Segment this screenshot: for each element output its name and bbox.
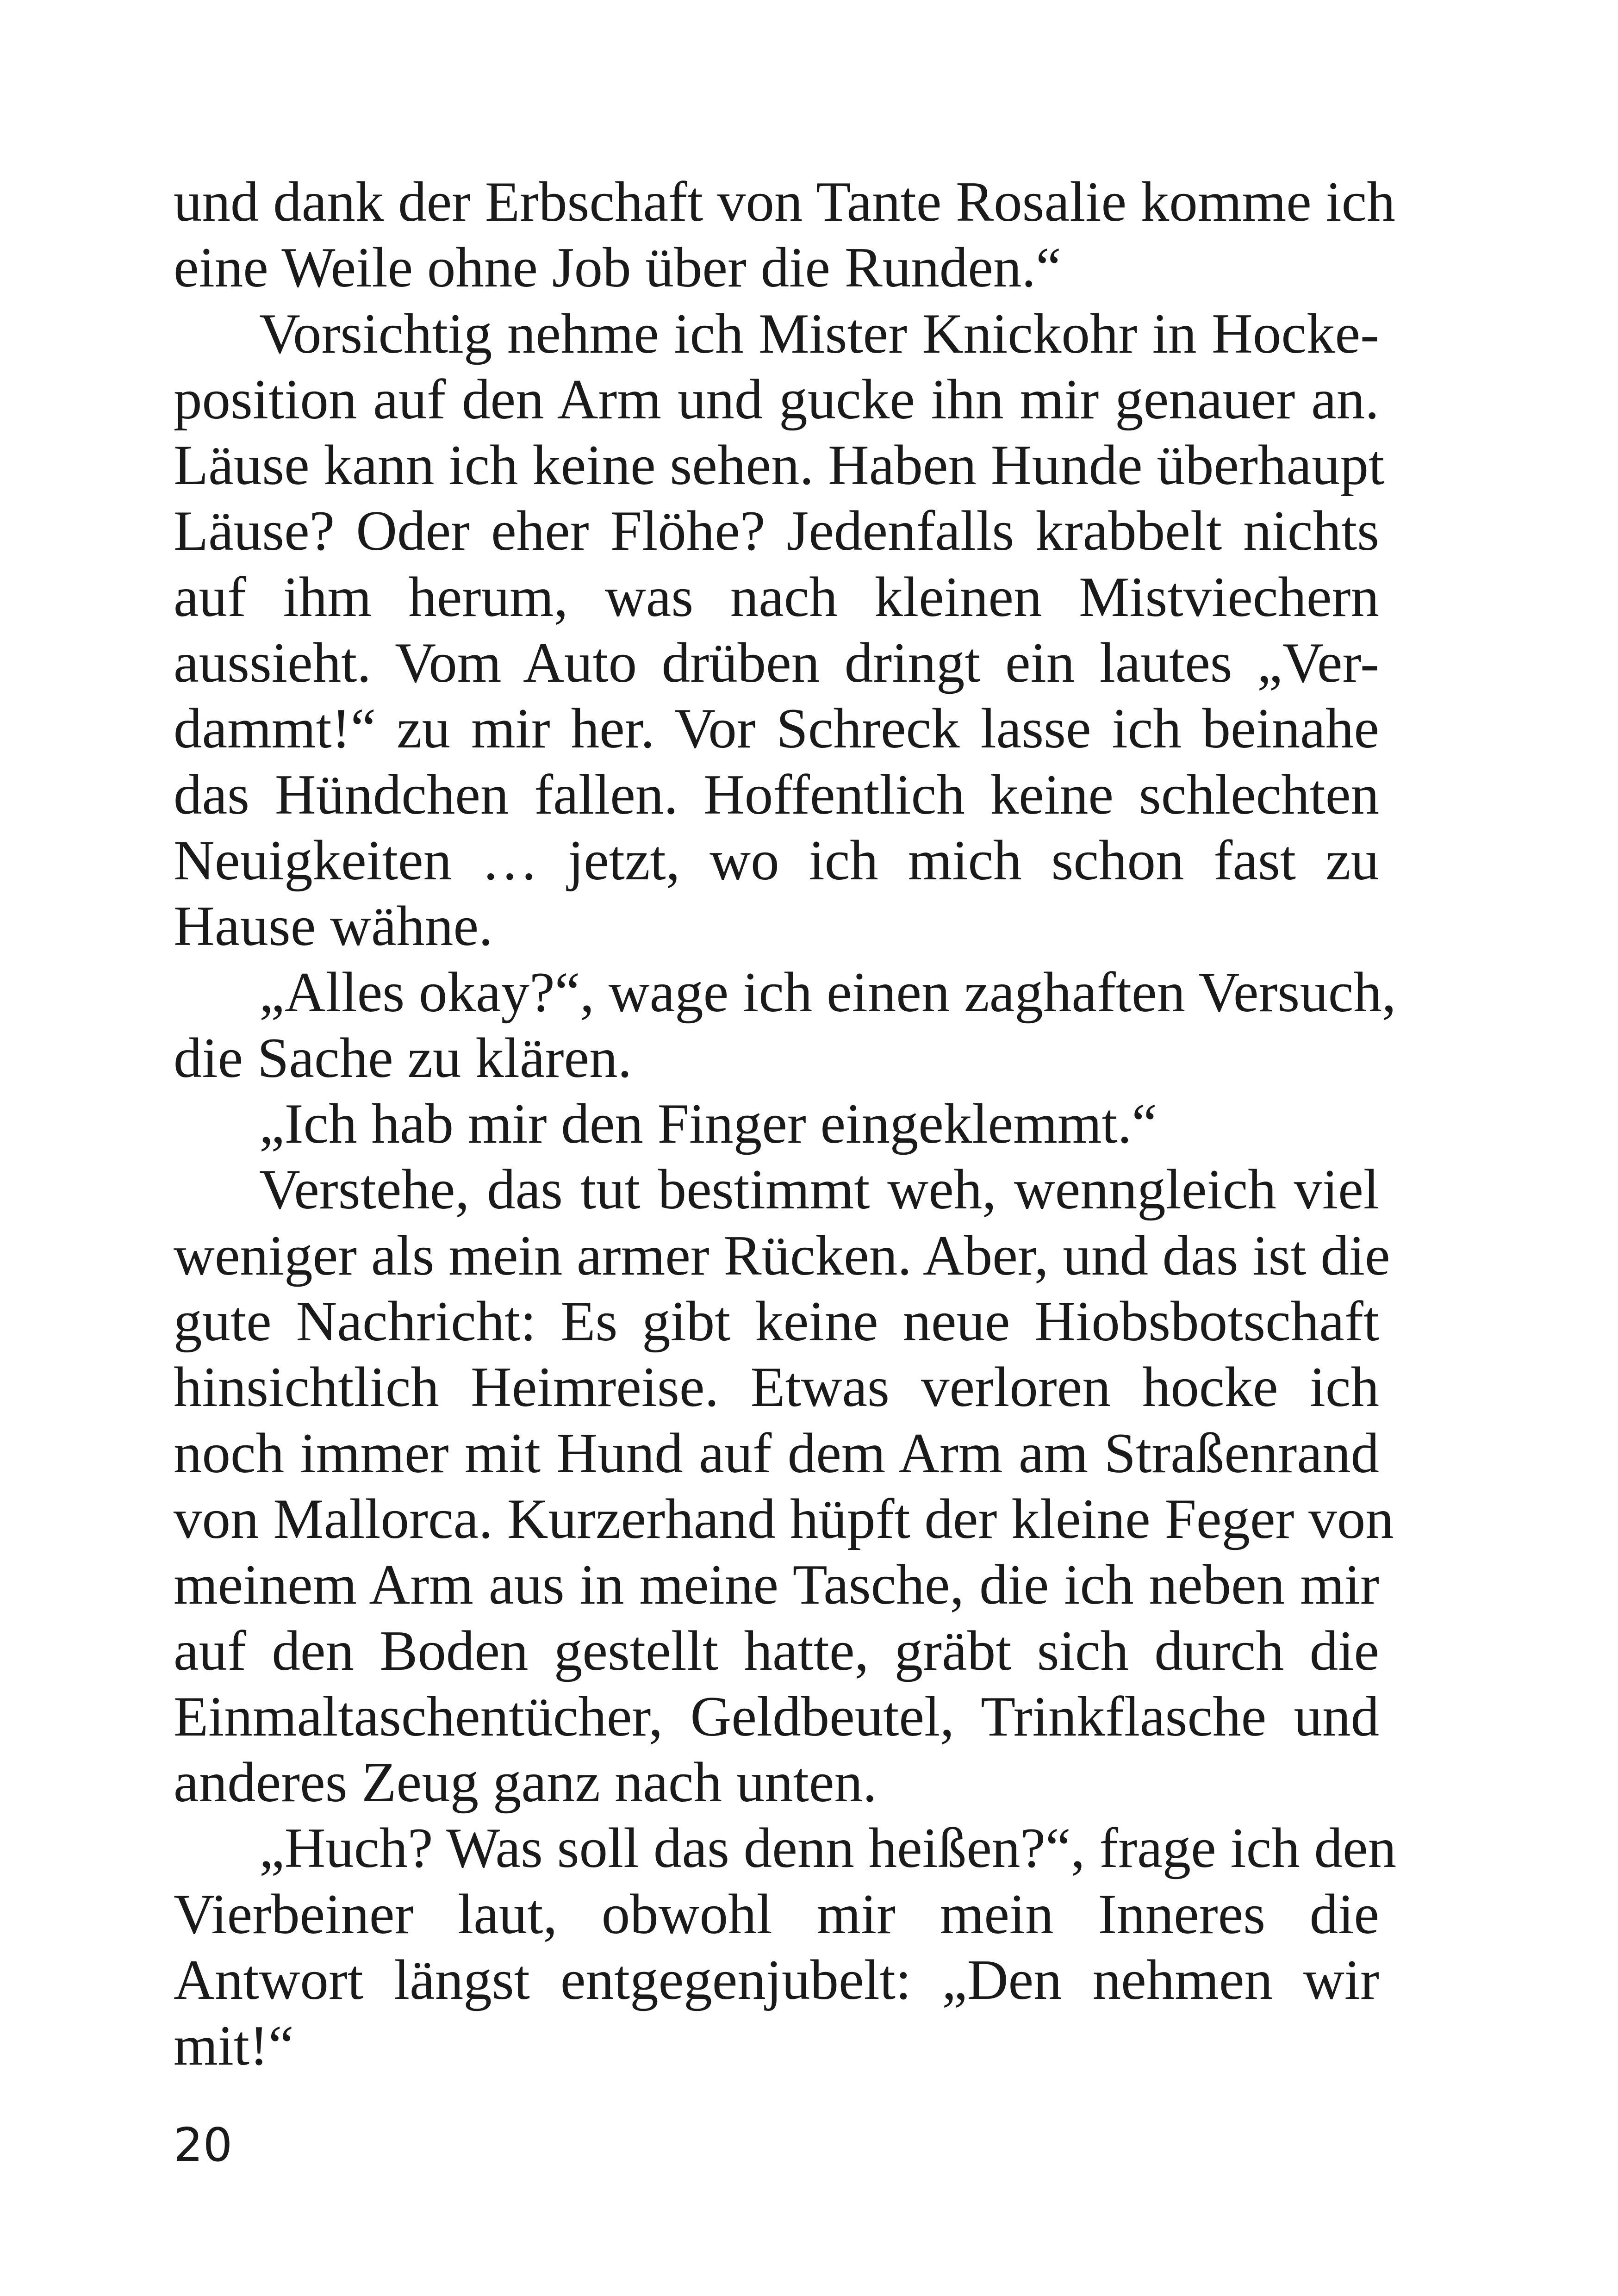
text-line: mit!“ <box>174 2014 294 2078</box>
text-line: „Huch? Was soll das denn heißen?“, frage ich den <box>259 1816 1397 1880</box>
text-line: Vorsichtig nehme ich Mister Knickohr in Hocke- <box>259 301 1379 365</box>
text-line: Vierbeiner laut, obwohl mir mein Inneres die <box>174 1882 1379 1946</box>
text-line: eine Weile ohne Job über die Runden.“ <box>174 236 1061 299</box>
text-line: Läuse? Oder eher Flöhe? Jedenfalls krabbelt nichts <box>174 499 1379 563</box>
paragraph <box>174 1091 1379 1157</box>
text-line: position auf den Arm und gucke ihn mir genauer an. <box>174 367 1379 431</box>
text-line: dammt!“ zu mir her. Vor Schreck lasse ich beinahe <box>174 697 1379 760</box>
paragraph <box>174 959 1396 1091</box>
paragraph <box>174 169 1395 301</box>
text-line: „Ich hab mir den Finger eingeklemmt.“ <box>259 1092 1157 1156</box>
text-line: Verstehe, das tut bestimmt weh, wenngleich viel <box>259 1157 1379 1221</box>
text-line: Antwort längst entgegenjubelt: „Den nehmen wir <box>174 1948 1379 2012</box>
text-line: noch immer mit Hund auf dem Arm am Straßenrand <box>174 1421 1379 1485</box>
text-line: die Sache zu klären. <box>174 1026 632 1089</box>
text-line: auf den Boden gestellt hatte, gräbt sich durch die <box>174 1618 1379 1682</box>
text-line: und dank der Erbschaft von Tante Rosalie komme ich <box>174 170 1395 233</box>
paragraph <box>174 1815 1397 2078</box>
paragraph <box>174 1157 1394 1815</box>
text-line: aussieht. Vom Auto drüben dringt ein lautes „Ver- <box>174 631 1379 695</box>
body-text <box>174 169 1397 2079</box>
text-line: anderes Zeug ganz nach unten. <box>174 1750 877 1814</box>
text-line: Hause wähne. <box>174 894 493 958</box>
text-line: das Hündchen fallen. Hoffentlich keine schlechten <box>174 762 1379 826</box>
text-line: auf ihm herum, was nach kleinen Mistviechern <box>174 565 1379 628</box>
text-line: hinsichtlich Heimreise. Etwas verloren hocke ich <box>174 1355 1379 1419</box>
paragraph <box>174 301 1385 959</box>
text-line: von Mallorca. Kurzerhand hüpft der kleine Feger von <box>174 1487 1394 1550</box>
text-line: gute Nachricht: Es gibt keine neue Hiobsbotschaft <box>174 1289 1379 1353</box>
text-line: Neuigkeiten … jetzt, wo ich mich schon fast zu <box>174 828 1379 892</box>
text-line: weniger als mein armer Rücken. Aber, und das ist die <box>174 1223 1390 1287</box>
text-line: „Alles okay?“, wage ich einen zaghaften Versuch, <box>259 960 1396 1024</box>
text-line: Läuse kann ich keine sehen. Haben Hunde überhaupt <box>174 433 1385 497</box>
page-number: 20 <box>174 2118 233 2172</box>
text-line: meinem Arm aus in meine Tasche, die ich neben mir <box>174 1553 1379 1617</box>
text-line: Einmaltaschentücher, Geldbeutel, Trinkflasche und <box>174 1684 1379 1748</box>
